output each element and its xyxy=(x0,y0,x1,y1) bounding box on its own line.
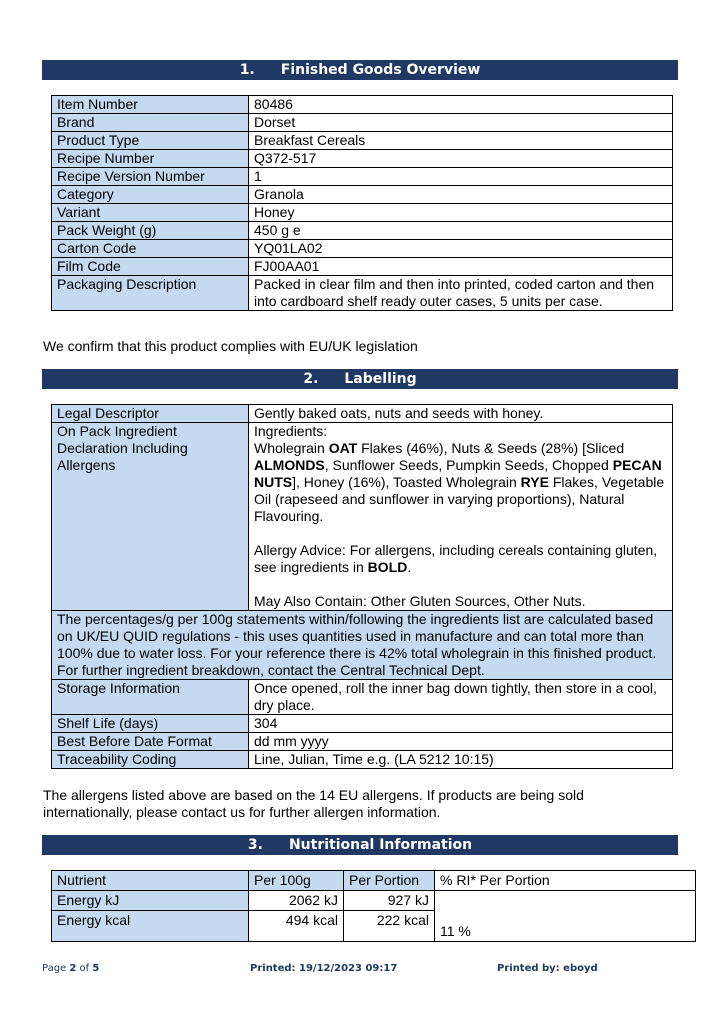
printed-date: Printed: 19/12/2023 09:17 xyxy=(250,963,398,974)
section-header-nutrition xyxy=(42,835,678,855)
row-label: Recipe Version Number xyxy=(52,168,249,186)
ingredient-text: ], Honey (16%), Toasted Wholegrain xyxy=(292,474,521,490)
row-value: Honey xyxy=(249,204,673,222)
table-row xyxy=(52,240,673,258)
allergen-oat: OAT xyxy=(328,440,358,456)
ingredient-text: Flakes, Vegetable Oil (rapeseed and sunflower in varying proportions), Natural Flavouring. xyxy=(254,474,665,524)
row-label: Variant xyxy=(52,204,249,222)
row-label: Storage Information xyxy=(52,680,249,715)
row-value: Dorset xyxy=(249,114,673,132)
row-label: Item Number xyxy=(52,96,249,114)
table-row xyxy=(52,405,673,423)
table-row xyxy=(52,222,673,240)
nutrition-header: Nutrient xyxy=(52,871,249,891)
allergy-text: Allergy Advice: For allergens, including cereals containing gluten, see ingredients in xyxy=(254,542,658,575)
section-header-labelling xyxy=(42,369,678,389)
row-value: YQ01LA02 xyxy=(249,240,673,258)
table-row xyxy=(52,186,673,204)
labelling-table xyxy=(51,404,673,769)
row-value: 1 xyxy=(249,168,673,186)
table-row xyxy=(52,891,696,911)
table-row xyxy=(52,150,673,168)
allergy-bold: BOLD xyxy=(367,559,408,575)
row-label: Packaging Description xyxy=(52,276,249,311)
quid-note: The percentages/g per 100g statements within/following the ingredients list are calculated based on UK/EU QUID regulations - this uses quantities used in manufacture and can total more than 100% due to water loss. For your reference there is 42% total wholegrain in this finished product. For further ingredient breakdown, contact the Central Technical Dept. xyxy=(52,611,673,680)
row-value: Packed in clear film and then into printed, coded carton and then into cardboard shelf ready outer cases, 5 units per case. xyxy=(249,276,673,311)
table-row xyxy=(52,96,673,114)
nutrition-table xyxy=(51,870,696,942)
table-row xyxy=(52,258,673,276)
ingredient-text: Flakes (46%), Nuts & Seeds (28%) [Sliced xyxy=(357,440,625,456)
table-row xyxy=(52,751,673,769)
per-100g-value: 494 kcal xyxy=(249,911,344,942)
nutrient-name: Energy kcal xyxy=(52,911,249,942)
section-number: 2. xyxy=(303,371,319,387)
row-label: Traceability Coding xyxy=(52,751,249,769)
page-current: 2 xyxy=(69,963,77,974)
row-value: Q372-517 xyxy=(249,150,673,168)
page-number xyxy=(42,963,99,974)
per-100g-value: 2062 kJ xyxy=(249,891,344,911)
row-label: Film Code xyxy=(52,258,249,276)
nutrition-header-row xyxy=(52,871,696,891)
section-number: 3. xyxy=(247,837,263,853)
row-value: 80486 xyxy=(249,96,673,114)
allergy-text: . xyxy=(407,559,412,575)
row-value: 304 xyxy=(249,715,673,733)
page-total: 5 xyxy=(92,963,100,974)
table-row xyxy=(52,132,673,150)
table-row xyxy=(52,733,673,751)
row-value: Once opened, roll the inner bag down tightly, then store in a cool, dry place. xyxy=(249,680,673,715)
ingredient-text: Wholegrain xyxy=(254,440,329,456)
row-label: Recipe Number xyxy=(52,150,249,168)
allergen-rye: RYE xyxy=(520,474,549,490)
allergy-advice xyxy=(254,542,667,576)
ingredients-heading: Ingredients: xyxy=(254,423,328,439)
section-title: Nutritional Information xyxy=(288,837,473,853)
row-label: Carton Code xyxy=(52,240,249,258)
table-row xyxy=(52,276,673,311)
compliance-note: We confirm that this product complies with EU/UK legislation xyxy=(43,338,418,354)
allergen-pecan: PECAN NUTS xyxy=(254,457,662,490)
nutrition-header: Per Portion xyxy=(344,871,435,891)
overview-table xyxy=(51,95,673,311)
row-label: Brand xyxy=(52,114,249,132)
row-value: Granola xyxy=(249,186,673,204)
row-label: Pack Weight (g) xyxy=(52,222,249,240)
table-row xyxy=(52,114,673,132)
per-portion-value: 222 kcal xyxy=(344,911,435,942)
printed-by: Printed by: eboyd xyxy=(497,963,598,974)
may-contain: May Also Contain: Other Gluten Sources, Other Nuts. xyxy=(254,593,586,609)
row-value: dd mm yyyy xyxy=(249,733,673,751)
row-value: Breakfast Cereals xyxy=(249,132,673,150)
of-word: of xyxy=(76,963,93,974)
nutrition-header: % RI* Per Portion xyxy=(435,871,696,891)
legal-descriptor-label: Legal Descriptor xyxy=(52,405,249,423)
ingredients-text xyxy=(254,440,667,525)
per-portion-value: 927 kJ xyxy=(344,891,435,911)
nutrition-header: Per 100g xyxy=(249,871,344,891)
row-label: Best Before Date Format xyxy=(52,733,249,751)
ri-energy-value: 11 % xyxy=(435,891,696,942)
allergen-note: The allergens listed above are based on the 14 EU allergens. If products are being sold internationally, please contact us for further allergen information. xyxy=(43,787,584,820)
table-row xyxy=(52,611,673,680)
row-label: Shelf Life (days) xyxy=(52,715,249,733)
section-title: Finished Goods Overview xyxy=(280,62,481,78)
row-value: FJ00AA01 xyxy=(249,258,673,276)
section-title: Labelling xyxy=(344,371,417,387)
row-value: Line, Julian, Time e.g. (LA 5212 10:15) xyxy=(249,751,673,769)
ingredient-text: , Sunflower Seeds, Pumpkin Seeds, Chopped xyxy=(324,457,613,473)
ingredient-declaration-value xyxy=(249,423,673,611)
table-row xyxy=(52,423,673,611)
row-label: Category xyxy=(52,186,249,204)
section-number: 1. xyxy=(239,62,255,78)
section-header-overview xyxy=(42,60,678,80)
row-value: 450 g e xyxy=(249,222,673,240)
nutrient-name: Energy kJ xyxy=(52,891,249,911)
ingredient-declaration-label: On Pack Ingredient Declaration Including Allergens xyxy=(52,423,249,611)
legal-descriptor-value: Gently baked oats, nuts and seeds with honey. xyxy=(249,405,673,423)
row-label: Product Type xyxy=(52,132,249,150)
table-row xyxy=(52,680,673,715)
table-row xyxy=(52,204,673,222)
table-row xyxy=(52,168,673,186)
table-row xyxy=(52,715,673,733)
page-word: Page xyxy=(42,963,70,974)
allergen-almonds: ALMONDS xyxy=(254,457,325,473)
